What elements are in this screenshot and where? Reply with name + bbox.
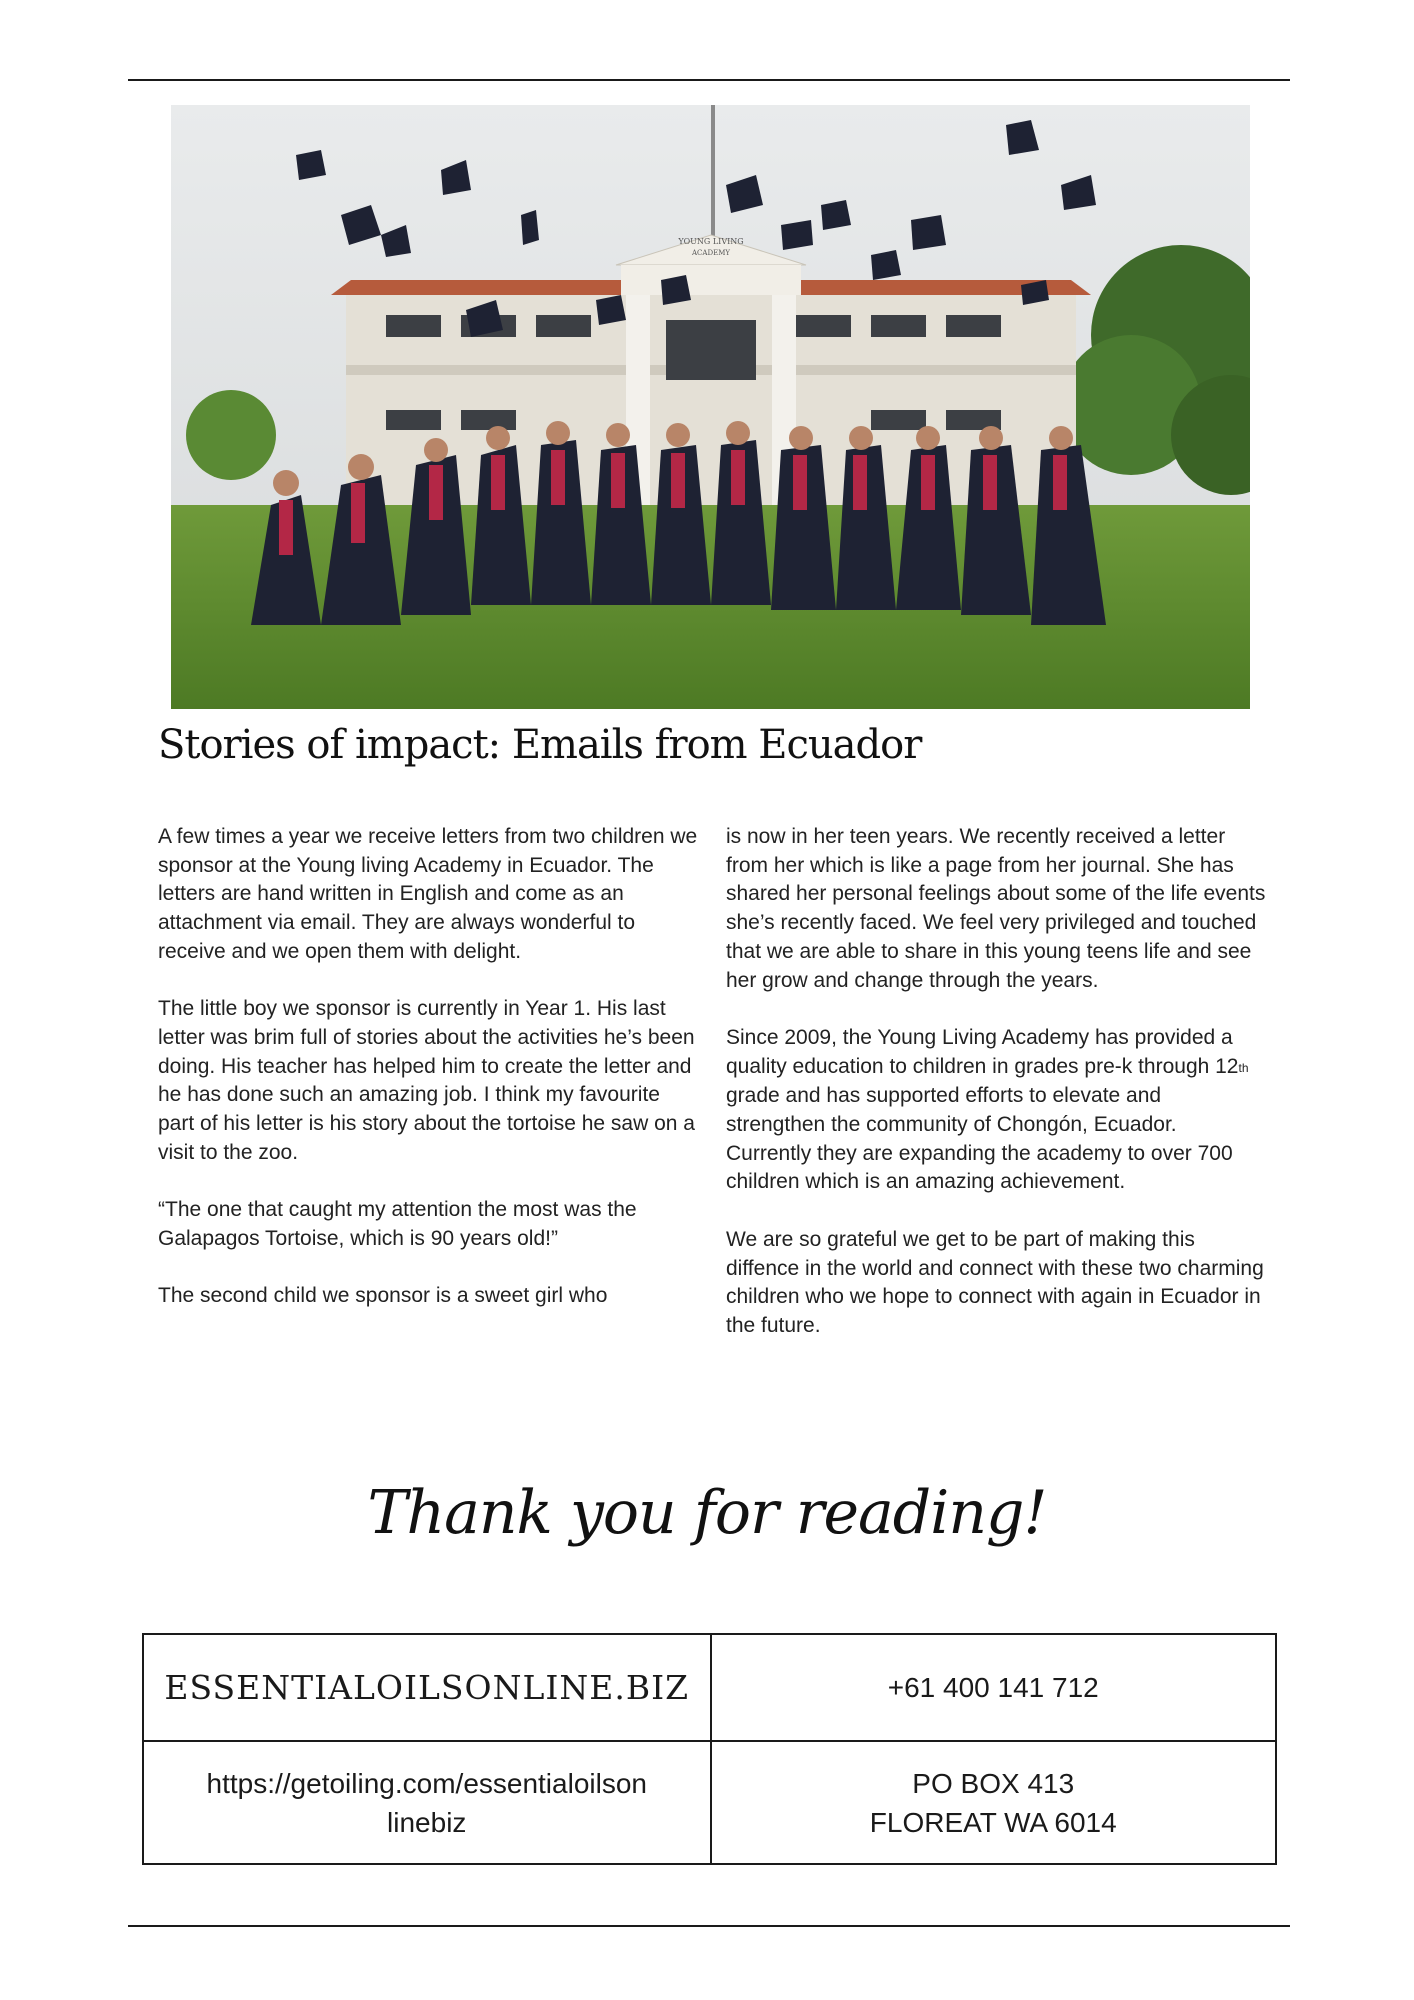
phone-text[interactable]: +61 400 141 712 (887, 1672, 1099, 1703)
article-right-column (726, 823, 1266, 1341)
article-title: Stories of impact: Emails from Ecuador (158, 722, 922, 768)
address-line-2: FLOREAT WA 6014 (869, 1806, 1117, 1838)
url-text[interactable] (207, 1764, 647, 1842)
ordinal-suffix: th (1238, 1060, 1249, 1075)
paragraph-tortoise-quote: “The one that caught my attention the most was the Galapagos Tortoise, which is 90 years old!” (158, 1198, 637, 1250)
url-cell[interactable] (144, 1740, 710, 1863)
top-divider (128, 79, 1290, 81)
contact-table (142, 1633, 1277, 1865)
paragraph-letters-intro: A few times a year we receive letters from two children we sponsor at the Young living Academy in Ecuador. The letters are hand written in English and come as an attachment via email. They are always wonderful to receive and we open them with delight. (158, 825, 698, 963)
graduation-photo (171, 105, 1250, 709)
academy-sign-line-2: ACADEMY (692, 249, 730, 257)
paragraph-second-child: The second child we sponsor is a sweet girl who (158, 1284, 608, 1308)
article-left-column (158, 823, 698, 1311)
address-line-1: PO BOX 413 (912, 1767, 1075, 1799)
url-line-1[interactable]: https://getoiling.com/essentialoilson (206, 1767, 647, 1799)
website-text[interactable]: ESSENTIALOILSONLINE.BIZ (164, 1668, 690, 1707)
website-cell[interactable] (144, 1635, 710, 1740)
academy-text-start: Since 2009, the Young Living Academy has provided a quality education to children in grades pre-k through 12 (726, 1025, 1239, 1078)
academy-text-end: grade and has supported efforts to elevate and strengthen the community of Chongón, Ecuador. Currently they are expanding the academy to over 700 children which is an amazing achievement. (726, 1084, 1233, 1194)
paragraph-gratitude: We are so grateful we get to be part of making this diffence in the world and connect with these two charming children who we hope to connect with again in Ecuador in the future. (726, 1227, 1264, 1337)
paragraph-teen-letter: is now in her teen years. We recently received a letter from her which is like a page from her journal. She has shared her personal feelings about some of the life events she’s recently faced. We feel very privileged and touched that we are able to share in this young teens life and see her grow and change through the years. (726, 825, 1266, 992)
paragraph-academy-history (726, 1024, 1266, 1197)
bottom-divider (128, 1925, 1290, 1927)
graduation-illustration (171, 105, 1250, 709)
paragraph-little-boy: The little boy we sponsor is currently in Year 1. His last letter was brim full of stories about the activities he’s been doing. His teacher has helped him to create the letter and he has done such an amazing job. I think my favourite part of his letter is his story about the tortoise he saw on a visit to the zoo. (158, 997, 695, 1164)
address-cell (710, 1740, 1276, 1863)
url-line-2[interactable]: linebiz (387, 1806, 467, 1838)
phone-cell[interactable] (710, 1635, 1276, 1740)
address-text (870, 1764, 1117, 1842)
academy-sign-line-1: YOUNG LIVING (678, 237, 744, 246)
thank-you-signature: Thank you for reading! (367, 1478, 1047, 1548)
